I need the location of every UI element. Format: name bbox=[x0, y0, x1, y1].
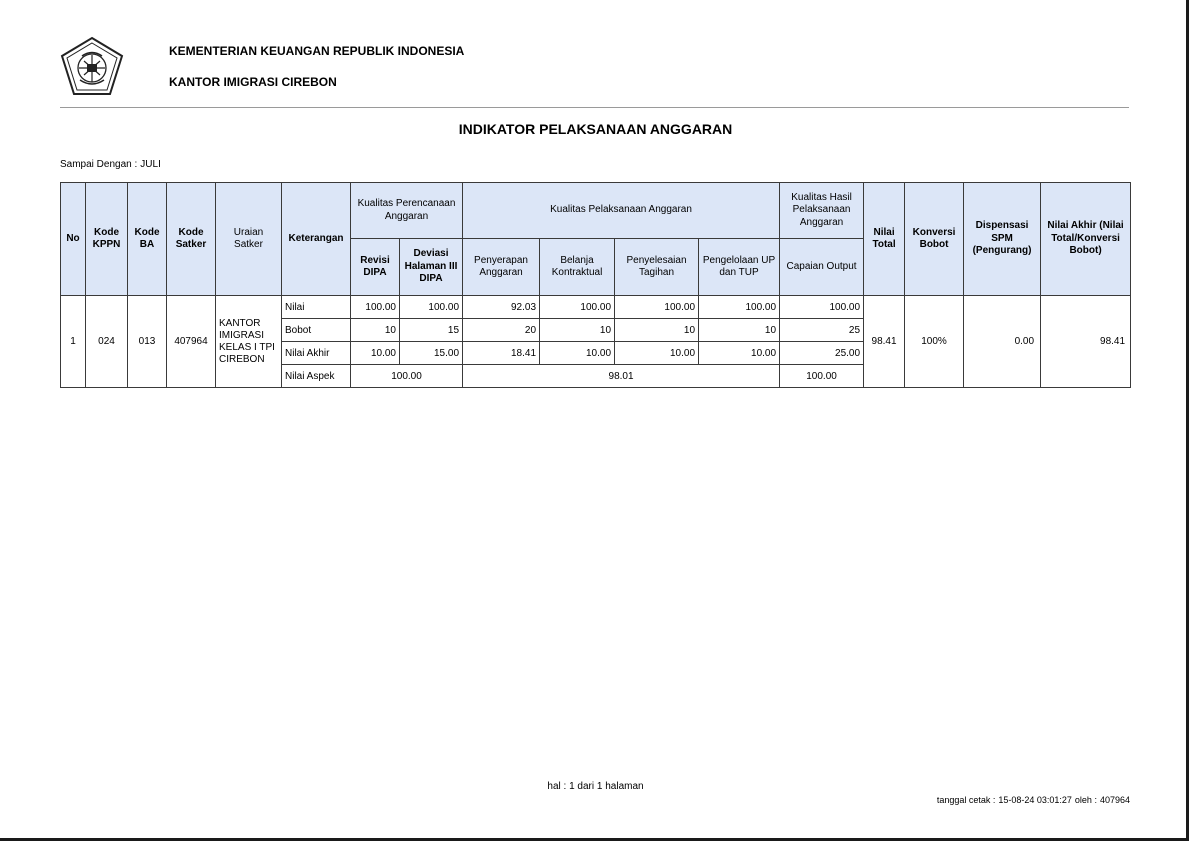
cell-revisi-dipa: 10 bbox=[351, 319, 400, 342]
cell-aspek-perencanaan: 100.00 bbox=[351, 365, 463, 388]
cell-deviasi: 15 bbox=[400, 319, 463, 342]
cell-capaian: 25 bbox=[780, 319, 864, 342]
printed-by-label: oleh : bbox=[1074, 795, 1097, 805]
group-header-hasil: Kualitas Hasil Pelaksanaan Anggaran bbox=[780, 183, 864, 239]
col-header-kode-satker: Kode Satker bbox=[167, 183, 216, 296]
cell-belanja: 10.00 bbox=[540, 342, 615, 365]
table-row bbox=[61, 296, 1131, 319]
budget-indicator-table bbox=[60, 182, 1131, 388]
col-header-kode-kppn: Kode KPPN bbox=[86, 183, 128, 296]
col-header-dispensasi: Dispensasi SPM (Pengurang) bbox=[964, 183, 1041, 296]
header-divider bbox=[60, 107, 1129, 108]
ministry-name: KEMENTERIAN KEUANGAN REPUBLIK INDONESIA bbox=[169, 44, 465, 58]
col-header-keterangan: Keterangan bbox=[282, 183, 351, 296]
print-info bbox=[937, 795, 1130, 805]
col-header-deviasi: Deviasi Halaman III DIPA bbox=[400, 239, 463, 296]
col-header-belanja: Belanja Kontraktual bbox=[540, 239, 615, 296]
cell-nilai-total: 98.41 bbox=[864, 296, 905, 388]
cell-revisi-dipa: 100.00 bbox=[351, 296, 400, 319]
cell-belanja: 10 bbox=[540, 319, 615, 342]
cell-uraian-satker: KANTOR IMIGRASI KELAS I TPI CIREBON bbox=[216, 296, 282, 388]
period-line bbox=[60, 159, 161, 170]
cell-pengelolaan: 100.00 bbox=[699, 296, 780, 319]
col-header-revisi-dipa: Revisi DIPA bbox=[351, 239, 400, 296]
cell-kode-satker: 407964 bbox=[167, 296, 216, 388]
col-header-capaian: Capaian Output bbox=[780, 239, 864, 296]
cell-capaian: 100.00 bbox=[780, 296, 864, 319]
cell-penyelesaian: 10.00 bbox=[615, 342, 699, 365]
cell-capaian: 25.00 bbox=[780, 342, 864, 365]
cell-penyerapan: 18.41 bbox=[463, 342, 540, 365]
cell-penyerapan: 20 bbox=[463, 319, 540, 342]
cell-penyelesaian: 10 bbox=[615, 319, 699, 342]
col-header-pengelolaan: Pengelolaan UP dan TUP bbox=[699, 239, 780, 296]
cell-kode-ba: 013 bbox=[128, 296, 167, 388]
period-value: JULI bbox=[140, 159, 161, 170]
cell-line-label: Bobot bbox=[282, 319, 351, 342]
cell-aspek-label: Nilai Aspek bbox=[282, 365, 351, 388]
group-header-perencanaan: Kualitas Perencanaan Anggaran bbox=[351, 183, 463, 239]
cell-belanja: 100.00 bbox=[540, 296, 615, 319]
col-header-no: No bbox=[61, 183, 86, 296]
cell-deviasi: 100.00 bbox=[400, 296, 463, 319]
col-header-kode-ba: Kode BA bbox=[128, 183, 167, 296]
col-header-penyelesaian: Penyelesaian Tagihan bbox=[615, 239, 699, 296]
cell-pengelolaan: 10 bbox=[699, 319, 780, 342]
cell-konversi-bobot: 100% bbox=[905, 296, 964, 388]
col-header-penyerapan: Penyerapan Anggaran bbox=[463, 239, 540, 296]
cell-revisi-dipa: 10.00 bbox=[351, 342, 400, 365]
print-date-label: tanggal cetak : bbox=[936, 795, 996, 805]
cell-aspek-hasil: 100.00 bbox=[780, 365, 864, 388]
col-header-nilai-total: Nilai Total bbox=[864, 183, 905, 296]
group-header-pelaksanaan: Kualitas Pelaksanaan Anggaran bbox=[463, 183, 780, 239]
print-date: 15-08-24 03:01:27 bbox=[998, 795, 1072, 805]
cell-aspek-pelaksanaan: 98.01 bbox=[463, 365, 780, 388]
period-label: Sampai Dengan : bbox=[60, 159, 138, 170]
office-name: KANTOR IMIGRASI CIREBON bbox=[169, 75, 337, 89]
ministry-emblem-icon bbox=[58, 36, 126, 98]
cell-kode-kppn: 024 bbox=[86, 296, 128, 388]
printed-by-user: 407964 bbox=[1099, 795, 1130, 805]
report-title: INDIKATOR PELAKSANAAN ANGGARAN bbox=[458, 121, 733, 137]
cell-no: 1 bbox=[61, 296, 86, 388]
page-number: hal : 1 dari 1 halaman bbox=[547, 781, 644, 792]
cell-dispensasi: 0.00 bbox=[964, 296, 1041, 388]
cell-penyerapan: 92.03 bbox=[463, 296, 540, 319]
cell-penyelesaian: 100.00 bbox=[615, 296, 699, 319]
col-header-konversi-bobot: Konversi Bobot bbox=[905, 183, 964, 296]
cell-line-label: Nilai Akhir bbox=[282, 342, 351, 365]
col-header-uraian-satker: Uraian Satker bbox=[216, 183, 282, 296]
col-header-nilai-akhir: Nilai Akhir (Nilai Total/Konversi Bobot) bbox=[1041, 183, 1131, 296]
cell-deviasi: 15.00 bbox=[400, 342, 463, 365]
cell-line-label: Nilai bbox=[282, 296, 351, 319]
cell-pengelolaan: 10.00 bbox=[699, 342, 780, 365]
cell-nilai-akhir: 98.41 bbox=[1041, 296, 1131, 388]
